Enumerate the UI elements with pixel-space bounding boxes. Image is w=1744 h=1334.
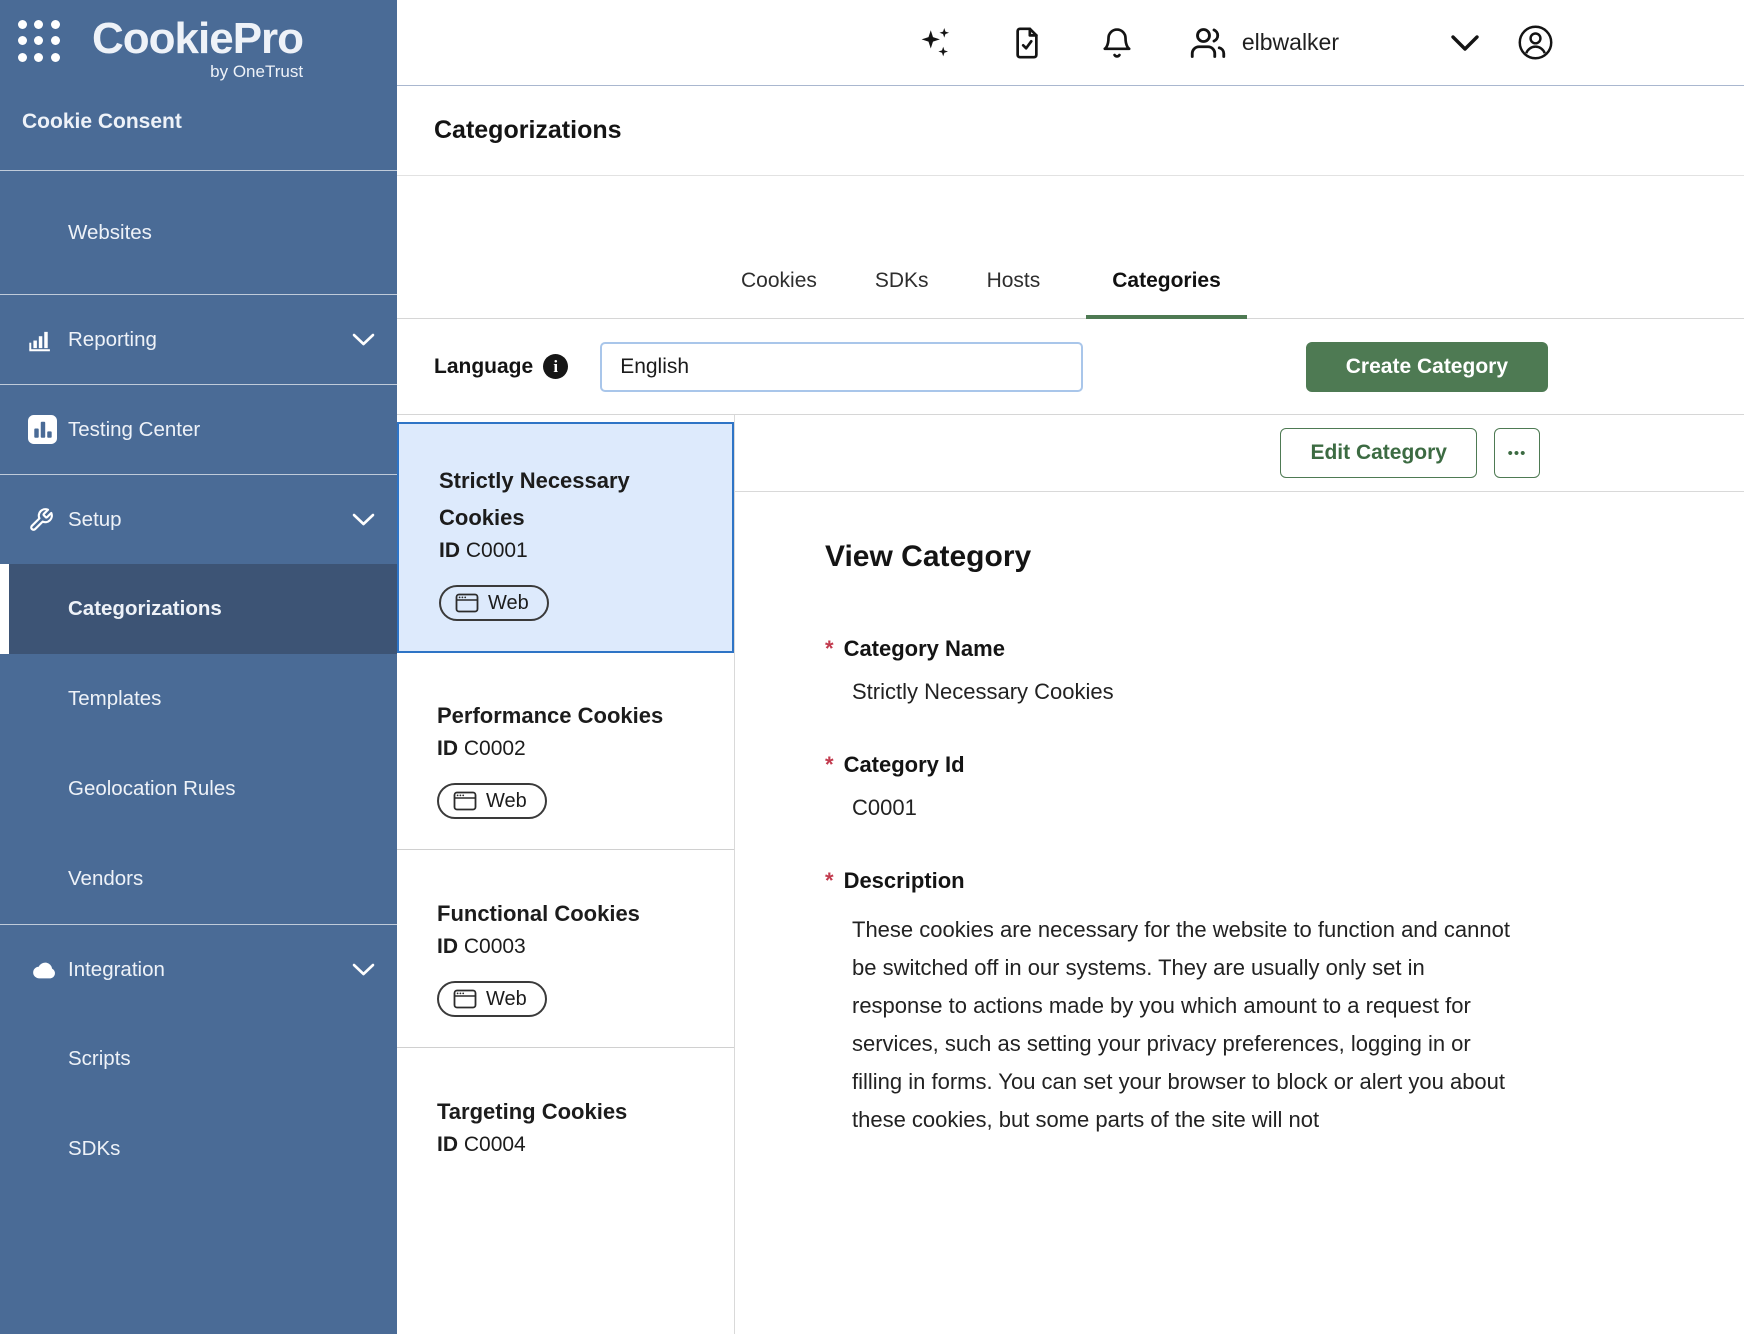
top-bar	[397, 0, 1744, 86]
sidebar-item-testing-center[interactable]	[0, 384, 397, 474]
category-card-targeting[interactable]	[397, 1055, 734, 1187]
category-id: ID C0004	[437, 1133, 526, 1156]
account-avatar-icon[interactable]	[1517, 24, 1554, 61]
cloud-icon	[28, 958, 68, 981]
language-input[interactable]	[600, 342, 1083, 392]
sidebar-item-templates[interactable]	[0, 654, 397, 744]
view-category-section	[735, 492, 1744, 1139]
field-value: Strictly Necessary Cookies	[852, 679, 1114, 704]
sparkles-icon[interactable]	[918, 25, 954, 61]
tab-cookies[interactable]: Cookies	[741, 269, 817, 292]
main-area	[397, 0, 1744, 1334]
platform-badge	[439, 585, 549, 621]
field-label: Description	[843, 868, 965, 893]
sidebar-item-websites[interactable]	[0, 171, 397, 294]
required-asterisk: *	[825, 868, 834, 893]
category-list	[397, 415, 735, 1334]
username: elbwalker	[1241, 29, 1339, 55]
edit-category-button[interactable]: Edit Category	[1280, 428, 1477, 478]
language-toolbar	[397, 319, 1744, 415]
tab-hosts[interactable]: Hosts	[986, 269, 1041, 292]
sidebar-item-label: SDKs	[68, 1137, 121, 1160]
category-card-strictly-necessary[interactable]	[397, 422, 734, 653]
sidebar-item-label: Websites	[68, 220, 152, 244]
users-icon[interactable]	[1190, 25, 1226, 61]
chart-square-icon	[28, 415, 68, 444]
category-id: ID C0002	[437, 737, 526, 760]
category-name: Performance Cookies	[437, 703, 664, 728]
sidebar-item-sdks[interactable]	[0, 1104, 397, 1194]
bell-icon[interactable]	[1100, 26, 1134, 60]
sidebar-item-setup[interactable]	[0, 474, 397, 564]
sidebar-item-label: Testing Center	[68, 417, 201, 441]
field-value: C0001	[852, 795, 917, 820]
field-description	[825, 868, 1744, 1139]
browser-window-icon	[453, 791, 477, 811]
app-launcher-icon[interactable]	[18, 20, 62, 64]
category-card-performance[interactable]	[397, 659, 734, 850]
tabs-bar	[397, 176, 1744, 319]
language-label: Language	[434, 354, 534, 378]
sidebar	[0, 0, 397, 1334]
browser-window-icon	[455, 593, 479, 613]
category-name: Targeting Cookies	[437, 1099, 628, 1124]
platform-badge-label: Web	[486, 789, 527, 812]
platform-badge	[437, 981, 547, 1017]
detail-toolbar	[735, 415, 1744, 492]
platform-badge-label: Web	[486, 987, 527, 1010]
category-name: Strictly Necessary Cookies	[439, 468, 630, 530]
brand-subtitle: by OneTrust	[210, 62, 304, 81]
tab-sdks[interactable]: SDKs	[874, 269, 929, 292]
sidebar-item-integration[interactable]	[0, 924, 397, 1014]
platform-badge	[437, 783, 547, 819]
sidebar-item-reporting[interactable]	[0, 294, 397, 384]
module-title: Cookie Consent	[22, 110, 182, 133]
sidebar-item-vendors[interactable]	[0, 834, 397, 924]
chevron-down-icon	[352, 963, 375, 977]
required-asterisk: *	[825, 636, 834, 661]
brand-name: CookiePro	[92, 14, 304, 63]
page-header	[397, 86, 1744, 176]
sidebar-item-label: Vendors	[68, 867, 144, 890]
field-label: Category Id	[843, 752, 965, 777]
sidebar-item-categorizations[interactable]	[0, 564, 397, 654]
category-name: Functional Cookies	[437, 901, 640, 926]
more-options-button[interactable]: •••	[1494, 428, 1540, 478]
field-category-id	[825, 752, 1744, 821]
sidebar-item-label: Templates	[68, 687, 162, 710]
view-category-heading: View Category	[825, 540, 1032, 573]
document-check-icon[interactable]	[1010, 26, 1044, 60]
bar-chart-icon	[28, 327, 68, 353]
field-value: These cookies are necessary for the website to function and cannot be switched off in our systems. They are usually only set in response to actions made by you which amount to a request for services, such as setting your privacy preferences, logging in or filling in forms. You can set your browser to block or alert you about these cookies, but some parts of the site will not	[852, 917, 1510, 1132]
content-area	[397, 415, 1744, 1334]
platform-badge-label: Web	[488, 591, 529, 614]
category-id: ID C0001	[439, 539, 528, 562]
page-title: Categorizations	[434, 116, 622, 144]
sidebar-item-scripts[interactable]	[0, 1014, 397, 1104]
category-id: ID C0003	[437, 935, 526, 958]
wrench-icon	[28, 507, 68, 533]
sidebar-item-label: Setup	[68, 507, 122, 531]
brand-logo	[92, 16, 303, 82]
chevron-down-icon	[352, 333, 375, 347]
chevron-down-icon	[352, 513, 375, 527]
sidebar-item-label: Reporting	[68, 327, 157, 351]
sidebar-item-label: Geolocation Rules	[68, 777, 236, 800]
category-card-functional[interactable]	[397, 857, 734, 1048]
sidebar-item-geolocation-rules[interactable]	[0, 744, 397, 834]
sidebar-item-label: Integration	[68, 957, 165, 981]
tab-categories[interactable]: Categories	[1086, 269, 1247, 319]
field-label: Category Name	[843, 636, 1005, 661]
sidebar-header	[0, 0, 397, 171]
required-asterisk: *	[825, 752, 834, 777]
category-detail-panel	[735, 415, 1744, 1334]
chevron-down-icon[interactable]	[1449, 33, 1481, 53]
info-icon[interactable]: i	[543, 354, 568, 379]
field-category-name	[825, 636, 1744, 705]
create-category-button[interactable]: Create Category	[1306, 342, 1548, 392]
browser-window-icon	[453, 989, 477, 1009]
sidebar-item-label: Categorizations	[68, 597, 222, 620]
sidebar-item-label: Scripts	[68, 1047, 131, 1070]
